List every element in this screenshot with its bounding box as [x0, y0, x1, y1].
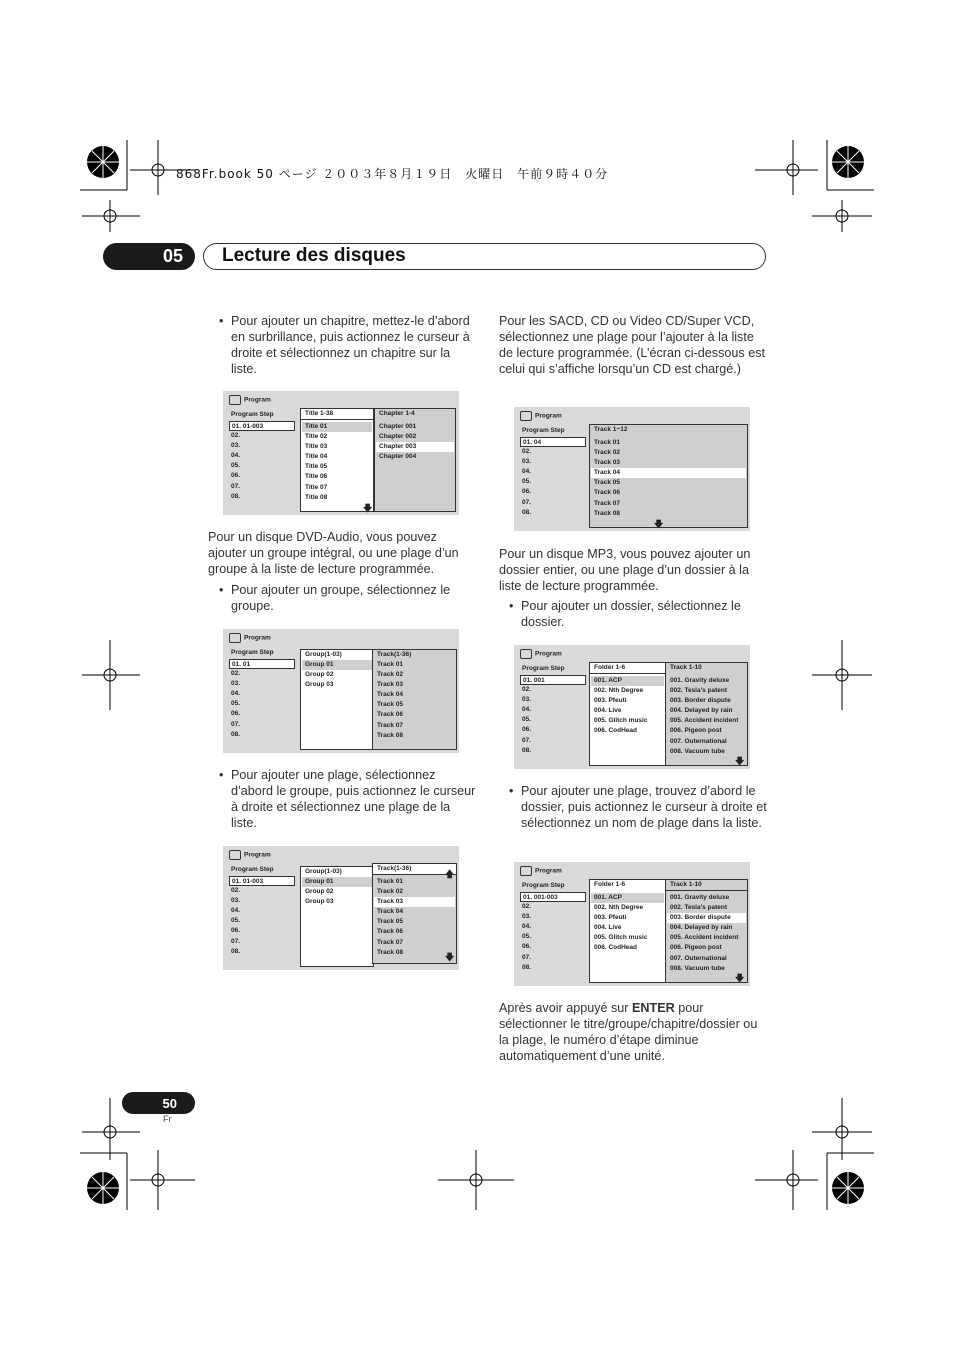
- list-item[interactable]: 005. Glitch music: [594, 934, 648, 942]
- screen-chapter-program: [223, 391, 459, 515]
- list-item[interactable]: Group 02: [305, 671, 334, 679]
- title-list-pane: Title 1-38 Title 01 Title 02 Title 03 Title 04 Title 05 Title 06 Title 07 Title 08: [300, 408, 374, 512]
- list-item[interactable]: Track 02: [594, 449, 621, 457]
- step-item[interactable]: 03.: [231, 897, 241, 905]
- list-item[interactable]: Track 04: [377, 908, 404, 916]
- program-step-label: Program Step: [522, 427, 565, 434]
- step-item[interactable]: 07.: [522, 498, 532, 506]
- list-item[interactable]: Track 03: [377, 681, 404, 689]
- list-item[interactable]: Chapter 003: [376, 442, 454, 452]
- page-number-badge: 50: [122, 1092, 195, 1114]
- track-list-pane: Track 1-10 001. Gravity deluxe 002. Tesla's patent 003. Border dispute 004. Delayed by rain 005. Accident incident 006. Pigeon post 007. Outernational 008. Vacuum tube: [665, 662, 748, 766]
- step-item[interactable]: 03.: [522, 913, 532, 921]
- list-item[interactable]: 001. ACP: [591, 676, 664, 686]
- screen-header: Program: [229, 395, 271, 405]
- list-item[interactable]: Group 03: [305, 681, 334, 689]
- bullet-add-track-folder: • Pour ajouter une plage, trouvez d’abord le dossier, puis actionnez le curseur à droite et sélectionnez un nom de plage dans la liste.: [509, 784, 767, 830]
- list-item[interactable]: Track 05: [377, 701, 404, 709]
- chapter-title: Lecture des disques: [203, 243, 766, 270]
- list-item[interactable]: 007. Outernational: [670, 737, 727, 745]
- list-item[interactable]: 007. Outernational: [670, 954, 727, 962]
- track-list-pane: Track 1-10 001. Gravity deluxe 002. Tesla's patent 003. Border dispute 004. Delayed by rain 005. Accident incident 006. Pigeon post 007. Outernational 008. Vacuum tube: [665, 879, 748, 983]
- list-item[interactable]: Track 06: [377, 711, 404, 719]
- list-item[interactable]: Group 01: [302, 877, 372, 887]
- chapter-number-badge: 05: [103, 243, 195, 270]
- step-item[interactable]: 05.: [231, 462, 241, 470]
- step-item[interactable]: 06.: [522, 943, 532, 951]
- list-item[interactable]: Track 06: [594, 489, 621, 497]
- step-item[interactable]: 05.: [231, 917, 241, 925]
- disc-icon: [520, 649, 532, 659]
- step-item[interactable]: 01. 01: [229, 659, 295, 669]
- list-item[interactable]: Track 01: [377, 878, 404, 885]
- list-item[interactable]: 003. Border dispute: [667, 913, 746, 923]
- step-item[interactable]: 04.: [231, 907, 241, 915]
- step-item[interactable]: 08.: [522, 746, 532, 754]
- screen-group-track-program: [223, 846, 459, 970]
- list-item[interactable]: Group 03: [305, 898, 334, 906]
- list-item[interactable]: Track 01: [377, 661, 404, 668]
- program-step-label: Program Step: [231, 866, 274, 873]
- list-item[interactable]: 002. Tesla's patent: [670, 687, 728, 695]
- list-item[interactable]: 005. Accident incident: [670, 717, 739, 725]
- track-list-pane: Track(1-36) Track 01 Track 02 Track 03 Track 04 Track 05 Track 06 Track 07 Track 08: [372, 863, 457, 964]
- step-item[interactable]: 03.: [522, 458, 532, 466]
- list-item[interactable]: Track 02: [377, 671, 404, 679]
- list-item[interactable]: 003. Border dispute: [670, 697, 731, 705]
- program-step-label: Program Step: [522, 882, 565, 889]
- step-item[interactable]: 04.: [522, 923, 532, 931]
- step-item[interactable]: 08.: [231, 947, 241, 955]
- disc-icon: [229, 850, 241, 860]
- disc-icon: [229, 395, 241, 405]
- list-item[interactable]: Title 03: [305, 443, 328, 451]
- list-item[interactable]: 002. Nth Degree: [594, 687, 644, 695]
- list-item[interactable]: 001. Gravity deluxe: [670, 894, 730, 901]
- list-item[interactable]: 005. Glitch music: [594, 717, 648, 725]
- step-item[interactable]: 05.: [522, 716, 532, 724]
- program-step-label: Program Step: [231, 411, 274, 418]
- list-item[interactable]: 006. Pigeon post: [670, 727, 722, 735]
- list-item[interactable]: Chapter 004: [379, 453, 417, 461]
- bullet-add-chapter: • Pour ajouter un chapitre, mettez-le d’abord en surbrillance, puis actionnez le curseur à droite et sélectionnez un chapitre sur la liste.: [219, 314, 470, 376]
- program-steps: [520, 892, 586, 973]
- program-steps: [229, 876, 295, 957]
- list-item[interactable]: 004. Delayed by rain: [670, 707, 733, 715]
- step-item[interactable]: 07.: [522, 736, 532, 744]
- scroll-up-icon[interactable]: 🡅: [445, 869, 455, 879]
- list-item[interactable]: Track 07: [594, 499, 621, 507]
- list-item[interactable]: 004. Delayed by rain: [670, 924, 733, 932]
- list-item[interactable]: Track 04: [591, 468, 746, 478]
- step-item[interactable]: 01. 01-003: [229, 421, 295, 431]
- print-header-line: 868Fr.book 50 ページ ２００３年８月１９日 火曜日 午前９時４０分: [176, 167, 609, 181]
- list-item[interactable]: Track 08: [377, 731, 404, 739]
- step-item[interactable]: 07.: [231, 937, 241, 945]
- step-item[interactable]: 02.: [522, 903, 532, 911]
- list-item[interactable]: Track 05: [594, 479, 621, 487]
- list-item[interactable]: 003. Pfeuti: [594, 697, 627, 705]
- para-dvd-audio: Pour un disque DVD-Audio, vous pouvez ajouter un groupe intégral, ou une plage d’un groupe à la liste de lecture programmée.: [208, 530, 459, 576]
- step-item[interactable]: 06.: [522, 726, 532, 734]
- step-item[interactable]: 01. 001: [520, 675, 586, 685]
- list-item[interactable]: Track 07: [377, 721, 404, 729]
- list-item[interactable]: Track 01: [594, 439, 621, 446]
- screen-header: Program: [520, 411, 562, 421]
- list-item[interactable]: 003. Pfeuti: [594, 914, 627, 922]
- list-item[interactable]: Chapter 002: [379, 433, 417, 441]
- list-item[interactable]: 001. Gravity deluxe: [670, 677, 730, 684]
- screen-cd-program: [514, 407, 750, 531]
- step-item[interactable]: 08.: [231, 492, 241, 500]
- page-language: Fr: [163, 1114, 172, 1124]
- step-item[interactable]: 05.: [231, 700, 241, 708]
- list-item[interactable]: 005. Accident incident: [670, 934, 739, 942]
- screen-header: Program: [229, 850, 271, 860]
- list-item[interactable]: Track 02: [377, 888, 404, 896]
- step-item[interactable]: 04.: [231, 452, 241, 460]
- scroll-down-icon[interactable]: 🡇: [363, 503, 373, 513]
- step-item[interactable]: 02.: [522, 686, 532, 694]
- program-steps: [229, 421, 295, 502]
- list-item[interactable]: Track 06: [377, 928, 404, 936]
- program-step-label: Program Step: [231, 649, 274, 656]
- step-item[interactable]: 02.: [231, 670, 241, 678]
- screen-header: Program: [520, 866, 562, 876]
- list-item[interactable]: Track 07: [377, 938, 404, 946]
- list-item[interactable]: 008. Vacuum tube: [670, 964, 725, 972]
- list-item[interactable]: Group 01: [302, 660, 372, 670]
- list-item[interactable]: 006. CodHead: [594, 727, 637, 735]
- step-item[interactable]: 01. 04: [520, 437, 586, 447]
- list-item[interactable]: Group 02: [305, 888, 334, 896]
- scroll-down-icon[interactable]: 🡇: [735, 973, 745, 983]
- list-item[interactable]: Title 01: [302, 422, 372, 432]
- step-item[interactable]: 07.: [231, 482, 241, 490]
- track-list-pane: Track 1~12 Track 01 Track 02 Track 03 Track 04 Track 05 Track 06 Track 07 Track 08: [589, 424, 748, 528]
- list-item[interactable]: Chapter 001: [379, 423, 417, 430]
- list-item[interactable]: 006. CodHead: [594, 944, 637, 952]
- scroll-down-icon[interactable]: 🡇: [735, 756, 745, 766]
- screen-mp3-folder-program: [514, 645, 750, 769]
- list-item[interactable]: Track 03: [374, 897, 455, 907]
- list-item[interactable]: Title 07: [305, 483, 328, 491]
- bullet-add-track-group: • Pour ajouter une plage, sélectionnez d’abord le groupe, puis actionnez le curseur à droite et sélectionnez une plage de la liste.: [219, 768, 476, 830]
- step-item[interactable]: 06.: [522, 488, 532, 496]
- screen-header: Program: [229, 633, 271, 643]
- step-item[interactable]: 05.: [522, 933, 532, 941]
- step-item[interactable]: 07.: [522, 953, 532, 961]
- list-item[interactable]: Title 06: [305, 473, 328, 481]
- list-item[interactable]: Track 05: [377, 918, 404, 926]
- para-enter-note: Après avoir appuyé sur ENTER pour sélectionner le titre/groupe/chapitre/dossier ou la plage, le numéro d’étape diminue automatiquement d’une unité.: [499, 1001, 758, 1063]
- step-item[interactable]: 07.: [231, 720, 241, 728]
- screen-mp3-track-program: [514, 862, 750, 986]
- step-item[interactable]: 02.: [231, 432, 241, 440]
- list-item[interactable]: 004. Live: [594, 924, 622, 932]
- bullet-add-folder: • Pour ajouter un dossier, sélectionnez le dossier.: [509, 599, 741, 629]
- list-item[interactable]: 008. Vacuum tube: [670, 747, 725, 755]
- list-item[interactable]: Title 04: [305, 453, 328, 461]
- step-item[interactable]: 02.: [522, 448, 532, 456]
- list-item[interactable]: 001. ACP: [591, 893, 664, 903]
- step-item[interactable]: 08.: [522, 508, 532, 516]
- scroll-down-icon[interactable]: 🡇: [654, 519, 664, 529]
- scroll-down-icon[interactable]: 🡇: [445, 952, 455, 962]
- screen-header: Program: [520, 649, 562, 659]
- step-item[interactable]: 03.: [231, 680, 241, 688]
- program-step-label: Program Step: [522, 665, 565, 672]
- para-mp3: Pour un disque MP3, vous pouvez ajouter un dossier entier, ou une plage d’un dossier à la liste de lecture programmée.: [499, 547, 751, 593]
- disc-icon: [520, 411, 532, 421]
- step-item[interactable]: 06.: [231, 710, 241, 718]
- list-item[interactable]: Track 08: [594, 509, 621, 517]
- step-item[interactable]: 03.: [522, 696, 532, 704]
- step-item[interactable]: 01. 01-003: [229, 876, 295, 886]
- group-list-pane: Group(1-03) Group 01 Group 02 Group 03: [300, 649, 374, 750]
- list-item[interactable]: Title 05: [305, 463, 328, 471]
- list-item[interactable]: 004. Live: [594, 707, 622, 715]
- step-item[interactable]: 05.: [522, 478, 532, 486]
- step-item[interactable]: 06.: [231, 472, 241, 480]
- bullet-add-group: • Pour ajouter un groupe, sélectionnez le groupe.: [219, 583, 451, 613]
- step-item[interactable]: 08.: [231, 730, 241, 738]
- folder-list-pane: Folder 1-6 001. ACP 002. Nth Degree 003. Pfeuti 004. Live 005. Glitch music 006. CodHead: [589, 662, 666, 766]
- list-item[interactable]: Track 04: [377, 691, 404, 699]
- list-item[interactable]: 002. Tesla's patent: [670, 904, 728, 912]
- program-steps: [520, 675, 586, 756]
- program-steps: [229, 659, 295, 740]
- para-sacd-cd: Pour les SACD, CD ou Video CD/Super VCD, sélectionnez une plage pour l’ajouter à la liste de lecture programmée. (L’écran ci-dessous est celui qui s’affiche lorsqu’un CD est chargé.): [499, 314, 765, 376]
- enter-key-label: ENTER: [632, 1001, 675, 1015]
- track-list-pane: Track(1-36) Track 01 Track 02 Track 03 Track 04 Track 05 Track 06 Track 07 Track 08: [372, 649, 457, 750]
- disc-icon: [229, 633, 241, 643]
- screen-group-program: [223, 629, 459, 753]
- folder-list-pane: Folder 1-6 001. ACP 002. Nth Degree 003. Pfeuti 004. Live 005. Glitch music 006. CodHead: [589, 879, 666, 983]
- step-item[interactable]: 04.: [231, 690, 241, 698]
- group-list-pane: Group(1-03) Group 01 Group 02 Group 03: [300, 866, 374, 967]
- step-item[interactable]: 04.: [522, 706, 532, 714]
- step-item[interactable]: 03.: [231, 442, 241, 450]
- list-item[interactable]: Title 08: [305, 493, 328, 501]
- program-steps: [520, 437, 586, 518]
- step-item[interactable]: 04.: [522, 468, 532, 476]
- list-item[interactable]: Track 03: [594, 459, 621, 467]
- list-item[interactable]: Track 08: [377, 948, 404, 956]
- list-item[interactable]: 006. Pigeon post: [670, 944, 722, 952]
- list-item[interactable]: Title 02: [305, 433, 328, 441]
- step-item[interactable]: 08.: [522, 963, 532, 971]
- chapter-list-pane: Chapter 1-4 Chapter 001 Chapter 002 Chapter 003 Chapter 004: [374, 408, 456, 512]
- disc-icon: [520, 866, 532, 876]
- list-item[interactable]: 002. Nth Degree: [594, 904, 644, 912]
- step-item[interactable]: 06.: [231, 927, 241, 935]
- step-item[interactable]: 01. 001-003: [520, 892, 586, 902]
- step-item[interactable]: 02.: [231, 887, 241, 895]
